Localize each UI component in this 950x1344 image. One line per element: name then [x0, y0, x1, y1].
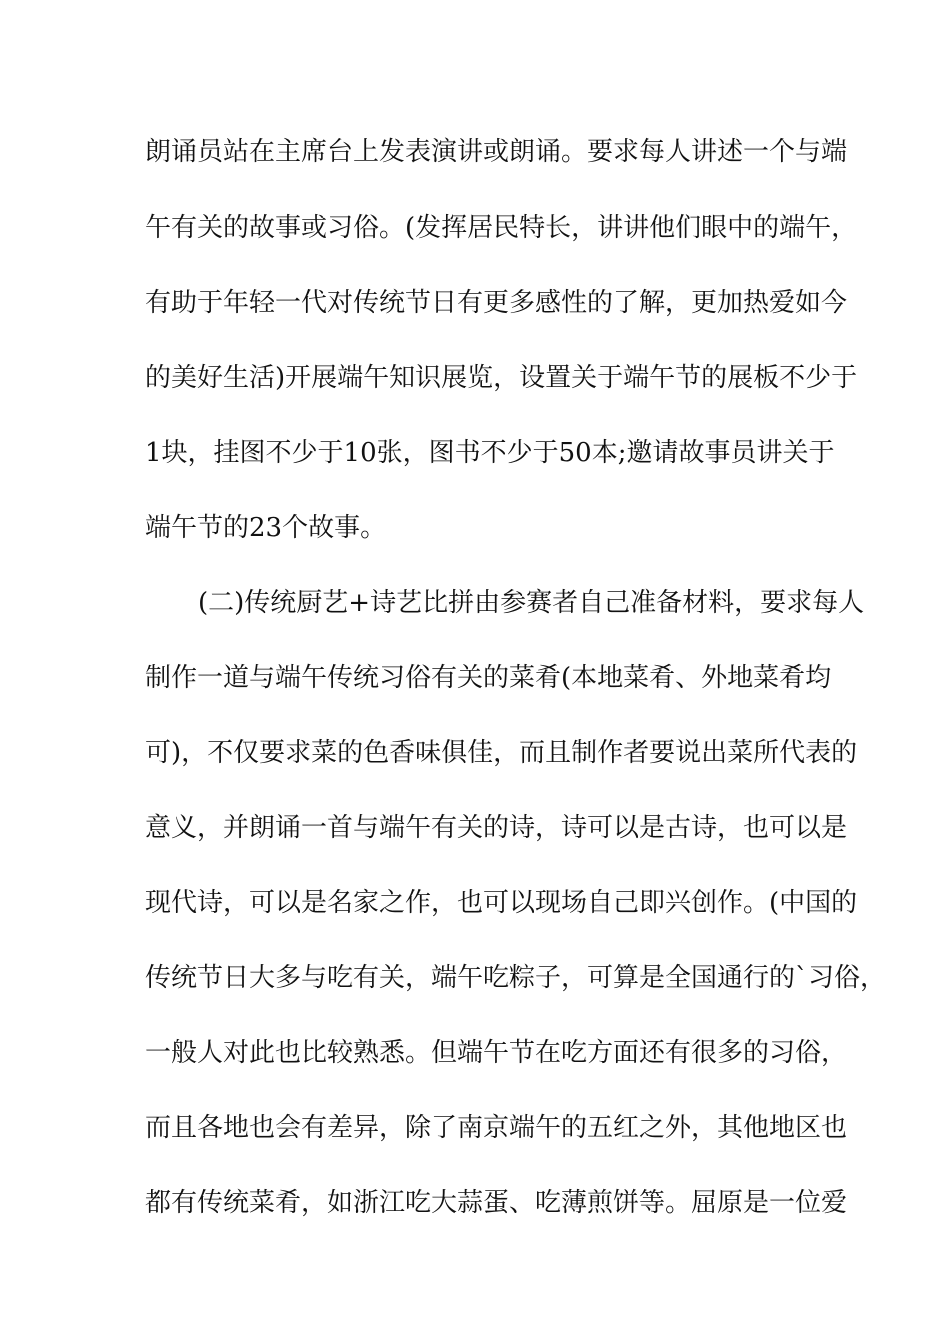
text-line: 有助于年轻一代对传统节日有更多感性的了解，更加热爱如今 [145, 288, 848, 318]
section-heading-line: (二)传统厨艺+诗艺比拼由参赛者自己准备材料，要求每人 [198, 588, 865, 618]
text-line: 传统节日大多与吃有关，端午吃粽子，可算是全国通行的`习俗， [145, 963, 887, 993]
text-line: 的美好生活)开展端午知识展览，设置关于端午节的展板不少于 [145, 363, 858, 393]
text-line: 而且各地也会有差异，除了南京端午的五红之外，其他地区也 [145, 1113, 848, 1143]
text-line: 制作一道与端午传统习俗有关的菜肴(本地菜肴、外地菜肴均 [145, 663, 832, 693]
text-line: 可)，不仅要求菜的色香味俱佳，而且制作者要说出菜所代表的 [145, 738, 858, 768]
text-line: 午有关的故事或习俗。(发挥居民特长，讲讲他们眼中的端午， [145, 213, 858, 243]
text-line: 1块，挂图不少于10张，图书不少于50本;邀请故事员讲关于 [145, 438, 835, 468]
text-line: 都有传统菜肴，如浙江吃大蒜蛋、吃薄煎饼等。屈原是一位爱 [145, 1188, 848, 1218]
text-line: 端午节的23个故事。 [145, 513, 387, 543]
text-line: 现代诗，可以是名家之作，也可以现场自己即兴创作。(中国的 [145, 888, 858, 918]
text-line: 一般人对此也比较熟悉。但端午节在吃方面还有很多的习俗， [145, 1038, 848, 1068]
text-line: 朗诵员站在主席台上发表演讲或朗诵。要求每人讲述一个与端 [145, 137, 848, 167]
text-line: 意义，并朗诵一首与端午有关的诗，诗可以是古诗，也可以是 [145, 813, 848, 843]
